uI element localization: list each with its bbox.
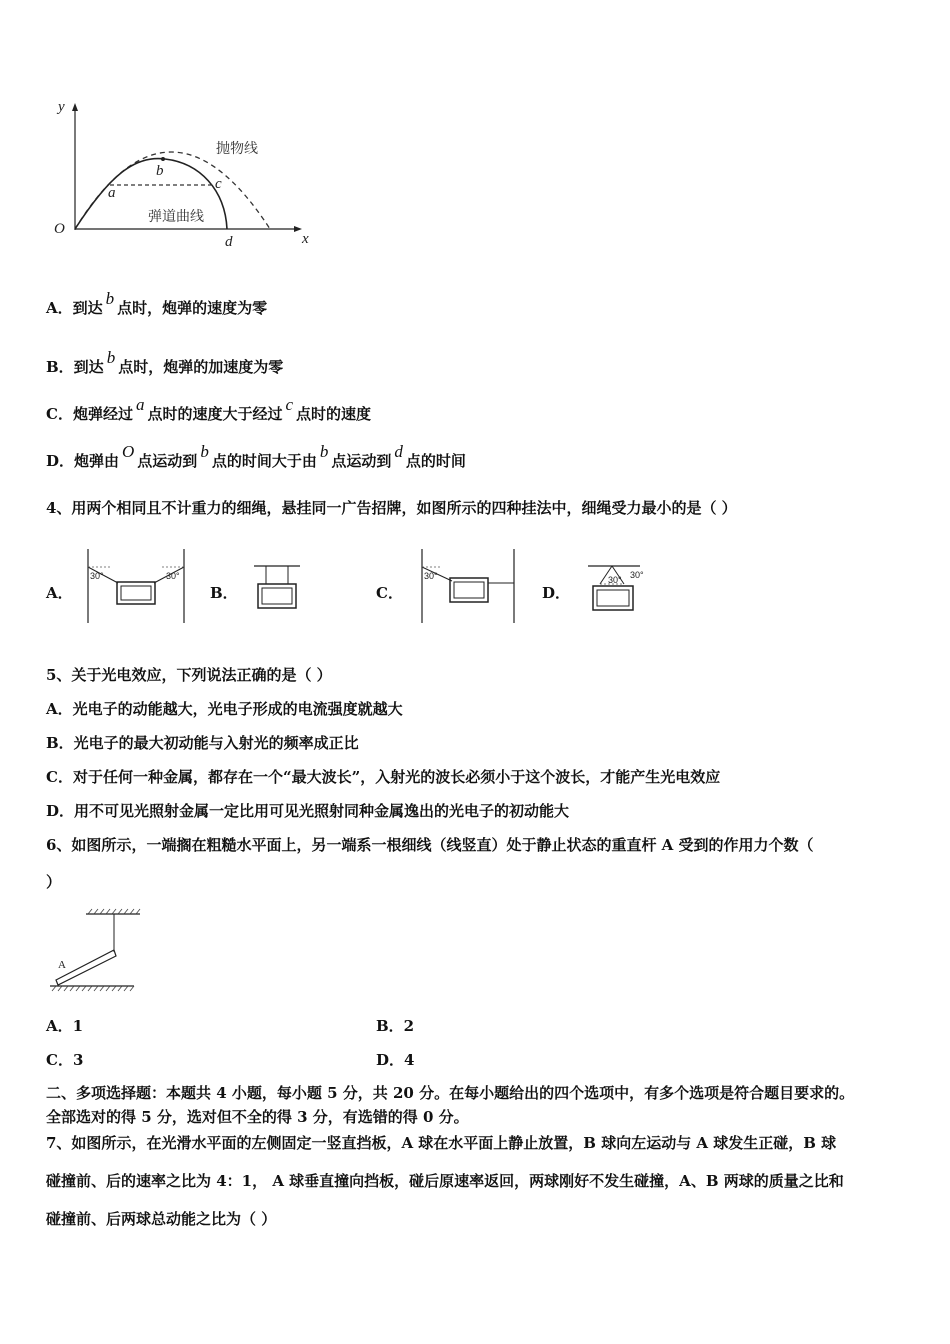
trajectory-graph — [40, 95, 330, 255]
point-b-dot — [161, 157, 165, 161]
q4-label-b: B． — [210, 584, 238, 602]
q4-label-a: A． — [46, 584, 73, 602]
svg-text:30°: 30° — [90, 571, 104, 581]
q5-option-b: B．光电子的最大初动能与入射光的频率成正比 — [46, 734, 359, 752]
q3-option-b: B．到达 b 点时，炮弹的加速度为零 — [46, 348, 284, 376]
y-arrow — [72, 103, 78, 111]
q6-rod-figure — [48, 908, 144, 996]
origin-label: O — [54, 221, 65, 237]
q5-option-d: D．用不可见光照射金属一定比用可见光照射同种金属逸出的光电子的初动能大 — [46, 802, 570, 820]
q4-figure-b — [250, 560, 306, 618]
svg-text:A: A — [58, 959, 66, 971]
q6-option-d: D．4 — [376, 1051, 415, 1069]
x-arrow — [294, 226, 302, 232]
q6-option-a: A．1 — [46, 1017, 84, 1035]
svg-text:30°: 30° — [630, 570, 644, 580]
q4-figure-d — [582, 560, 652, 618]
q6-stem-line2: ） — [46, 873, 62, 891]
q4-label-c: C． — [376, 584, 403, 602]
svg-text:30°: 30° — [166, 571, 180, 581]
parabola-label: 抛物线 — [216, 141, 258, 157]
section2-line2: 全部选对的得 5 分，选对但不全的得 3 分，有选错的得 0 分。 — [46, 1108, 469, 1126]
q3-option-a: A．到达 b 点时，炮弹的速度为零 — [46, 289, 268, 317]
q7-line1: 7、如图所示，在光滑水平面的左侧固定一竖直挡板，A 球在水平面上静止放置，B 球向左运动与 A 球发生正碰，B 球 — [46, 1134, 837, 1152]
section2-line1: 二、多项选择题：本题共 4 小题，每小题 5 分，共 20 分。在每小题给出的四个选项中，有多个选项是符合题目要求的。 — [46, 1084, 855, 1102]
q3-option-c: C．炮弹经过 a 点时的速度大于经过 c 点时的速度 — [46, 395, 372, 423]
q3-option-d: D．炮弹由 O 点运动到 b 点的时间大于由 b 点运动到 d 点的时间 — [46, 442, 466, 470]
point-d-label: d — [225, 234, 233, 250]
point-a-label: a — [108, 185, 116, 201]
q5-option-a: A．光电子的动能越大，光电子形成的电流强度就越大 — [46, 700, 403, 718]
y-label: y — [58, 99, 65, 115]
trajectory-label: 弹道曲线 — [148, 209, 204, 225]
q5-option-c: C．对于任何一种金属，都存在一个“最大波长”，入射光的波长必须小于这个波长，才能产生光电效应 — [46, 768, 721, 786]
q6-option-c: C．3 — [46, 1051, 84, 1069]
point-b-label: b — [156, 163, 164, 179]
q4-label-d: D． — [542, 584, 571, 602]
q7-line2: 碰撞前、后的速率之比为 4：1， A 球垂直撞向挡板，碰后原速率返回，两球刚好不发生碰撞，A、B 两球的质量之比和 — [46, 1172, 844, 1190]
q7-line3: 碰撞前、后两球总动能之比为（ ） — [46, 1210, 277, 1228]
q5-stem: 5、关于光电效应，下列说法正确的是（ ） — [46, 666, 332, 684]
q4-figure-a — [84, 545, 188, 625]
x-label: x — [302, 231, 309, 247]
q4-stem: 4、用两个相同且不计重力的细绳，悬挂同一广告招牌，如图所示的四种挂法中，细绳受力最小的是（ ） — [46, 499, 737, 517]
svg-text:30°: 30° — [608, 575, 622, 585]
q6-option-b: B．2 — [376, 1017, 415, 1035]
q6-stem-line1: 6、如图所示，一端搁在粗糙水平面上，另一端系一根细线（线竖直）处于静止状态的重直杆 A 受到的作用力个数（ — [46, 836, 814, 854]
point-c-label: c — [215, 176, 222, 192]
q4-figure-c — [418, 545, 520, 625]
svg-text:30°: 30° — [424, 571, 438, 581]
